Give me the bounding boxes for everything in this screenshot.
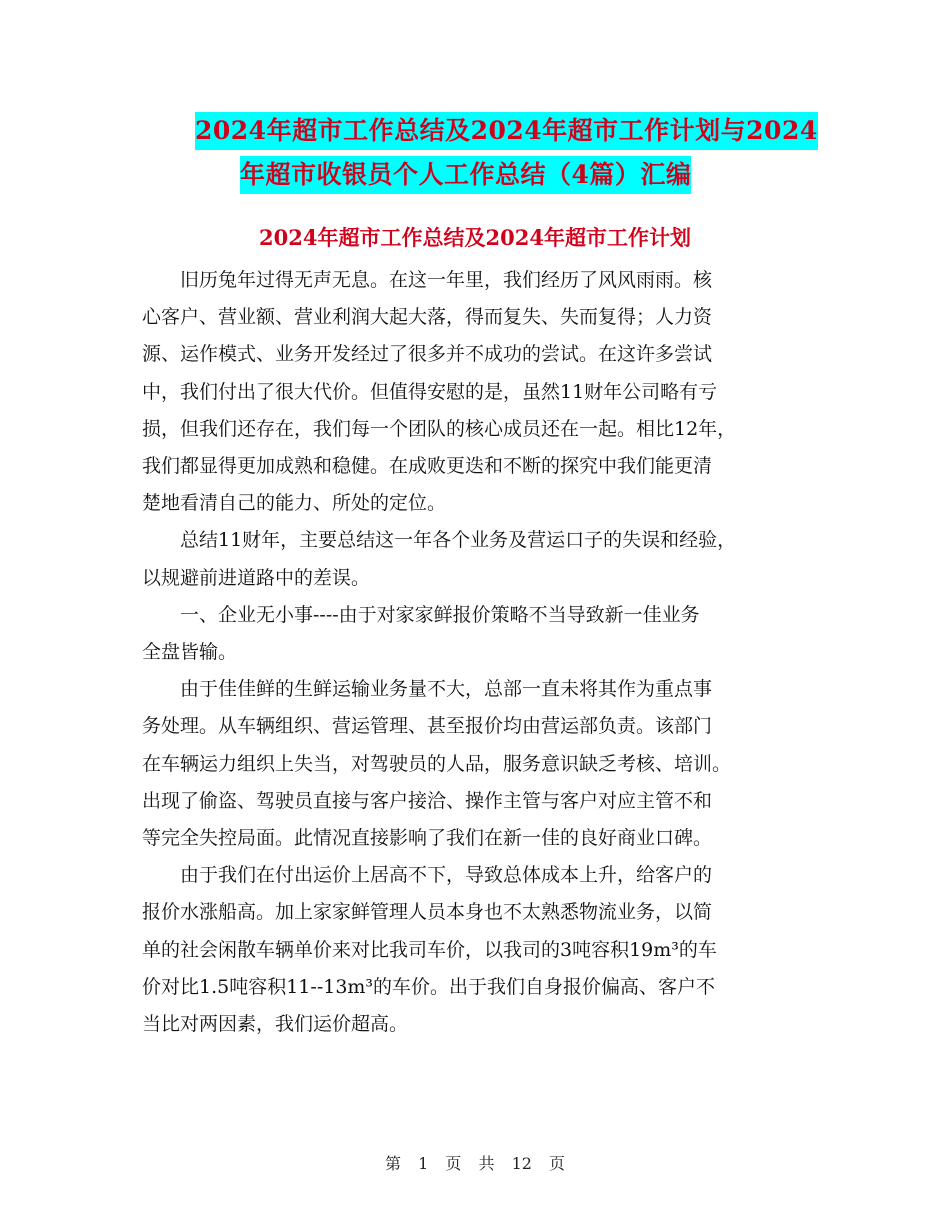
footer-prefix: 第 <box>384 1154 401 1173</box>
footer-suffix: 页 <box>549 1154 566 1173</box>
paragraph-line: 以规避前进道路中的差误。 <box>142 566 371 589</box>
paragraph-line: 楚地看清自己的能力、所处的定位。 <box>142 492 447 515</box>
paragraph <box>142 262 812 522</box>
paragraph-line: 等完全失控局面。此情况直接影响了我们在新一佳的良好商业口碑。 <box>142 827 713 850</box>
paragraph-line: 我们都显得更加成熟和稳健。在成败更迭和不断的探究中我们能更清 <box>142 455 713 478</box>
paragraph-line: 全盘皆输。 <box>142 641 238 664</box>
paragraph-line: 心客户、营业额、营业利润大起大落，得而复失、失而复得；人力资 <box>142 306 713 329</box>
paragraph-line: 由于我们在付出运价上居高不下，导致总体成本上升，给客户的 <box>180 864 713 887</box>
paragraph <box>142 671 812 857</box>
paragraph-line: 当比对两因素，我们运价超高。 <box>142 1013 409 1036</box>
paragraph <box>142 522 812 596</box>
footer-mid2: 共 <box>478 1154 495 1173</box>
paragraph-line: 损，但我们还存在，我们每一个团队的核心成员还在一起。相比12年， <box>142 417 737 440</box>
section-heading: 2024年超市工作总结及2024年超市工作计划 <box>259 225 691 250</box>
footer-total-pages: 12 <box>511 1154 532 1173</box>
paragraph-line: 旧历兔年过得无声无息。在这一年里，我们经历了风风雨雨。核 <box>180 269 713 291</box>
paragraph-line: 务处理。从车辆组织、营运管理、甚至报价均由营运部负责。该部门 <box>142 715 713 738</box>
title-line-2: 年超市收银员个人工作总结（4篇）汇编 <box>240 156 691 194</box>
paragraph-line: 中，我们付出了很大代价。但值得安慰的是，虽然11财年公司略有亏 <box>142 380 718 403</box>
paragraph-line: 单的社会闲散车辆单价来对比我司车价，以我司的3吨容积19m³的车 <box>142 938 717 961</box>
paragraph-line: 报价水涨船高。加上家家鲜管理人员本身也不太熟悉物流业务，以简 <box>142 901 713 924</box>
document-title <box>195 112 818 194</box>
paragraph-line: 由于佳佳鲜的生鲜运输业务量不大，总部一直未将其作为重点事 <box>180 678 713 701</box>
paragraph-line: 一、企业无小事----由于对家家鲜报价策略不当导致新一佳业务 <box>180 603 700 626</box>
paragraph-line: 出现了偷盗、驾驶员直接与客户接洽、操作主管与客户对应主管不和 <box>142 789 713 812</box>
page-footer <box>0 1152 950 1176</box>
paragraph-line: 价对比1.5吨容积11--13m³的车价。出于我们自身报价偏高、客户不 <box>142 975 716 998</box>
paragraph <box>142 857 812 1043</box>
paragraph-line: 源、运作模式、业务开发经过了很多并不成功的尝试。在这许多尝试 <box>142 343 713 366</box>
title-line-1: 2024年超市工作总结及2024年超市工作计划与2024 <box>195 112 818 150</box>
paragraph-line: 在车辆运力组织上失当，对驾驶员的人品，服务意识缺乏考核、培训。 <box>142 752 732 775</box>
paragraph-line: 总结11财年，主要总结这一年各个业务及营运口子的失误和经验， <box>180 529 737 552</box>
paragraph <box>142 597 812 671</box>
document-body <box>142 262 812 1043</box>
footer-mid1: 页 <box>445 1154 462 1173</box>
footer-page-number: 1 <box>418 1154 429 1173</box>
